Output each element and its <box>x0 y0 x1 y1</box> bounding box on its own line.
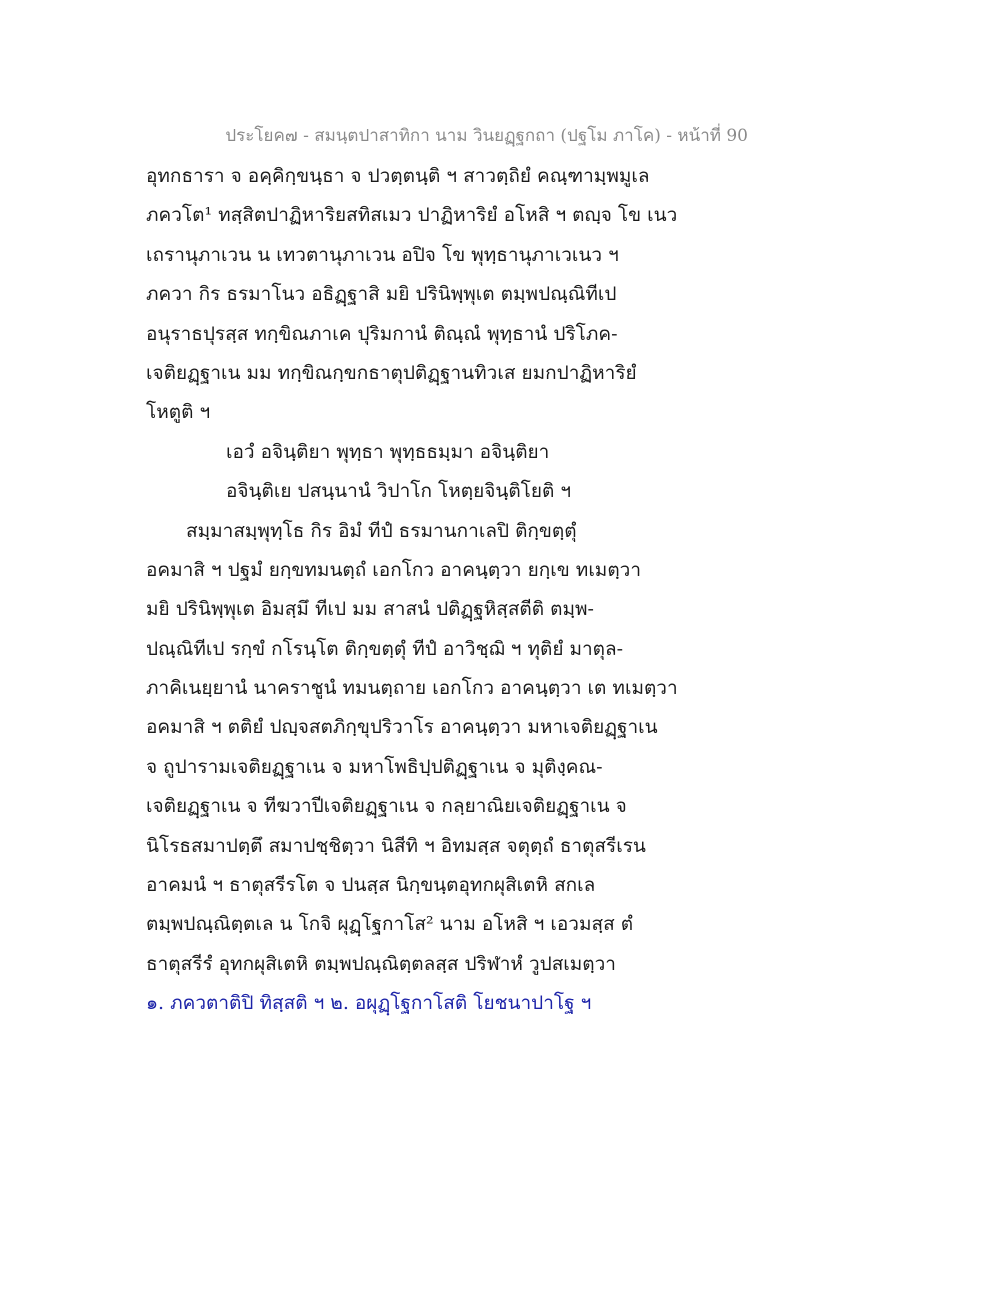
text-line: มยิ ปรินิพฺพุเต อิมสฺมึ ทีเป มม สาสนํ ปติฏฺฐหิสฺสตีติ ตมฺพ- <box>146 598 594 621</box>
body-text <box>146 157 726 1024</box>
paragraph-first-line: สมฺมาสมฺพุทฺโธ กิร อิมํ ทีปํ ธรมานกาเลปิ ติกฺขตฺตุํ <box>186 519 577 542</box>
text-line: อคมาสิ ฯ ตติยํ ปญฺจสตภิกฺขุปริวาโร อาคนฺตฺวา มหาเจติยฏฺฐาเน <box>146 716 658 739</box>
text-line: ปณฺณิทีเป รกฺขํ กโรนฺโต ติกฺขตฺตุํ ทีปํ อาวิชฺฌิ ฯ ทุติยํ มาตุล- <box>146 637 624 660</box>
text-line: โหตูติ ฯ <box>146 401 211 424</box>
text-line: อุทกธารา จ อคฺคิกฺขนฺธา จ ปวตฺตนฺติ ฯ สาวตฺถิยํ คณฺฑามฺพมูเล <box>146 165 650 187</box>
verse-line: เอวํ อจินฺติยา พุทฺธา พุทฺธธมฺมา อจินฺติยา <box>226 440 550 463</box>
text-line: จ ถูปารามเจติยฏฺฐาเน จ มหาโพธิปฺปติฏฺฐาเน จ มุติงฺคณ- <box>146 755 603 778</box>
verse-line: อจินฺติเย ปสนฺนานํ วิปาโก โหตฺยจินฺติโยติ ฯ <box>226 480 572 503</box>
text-line: เถรานุภาเวน น เทวตานุภาเวน อปิจ โข พุทฺธานุภาเวเนว ฯ <box>146 243 619 266</box>
text-line: ภควา กิร ธรมาโนว อธิฏฺฐาสิ มยิ ปรินิพฺพุเต ตมฺพปณฺณิทีเป <box>146 283 617 306</box>
text-line: ตมฺพปณฺณิตฺตเล น โกจิ ผุฏฺโฐกาโส² นาม อโหสิ ฯ เอวมสฺส ตํ <box>146 913 634 936</box>
text-line: อนุราธปุรสฺส ทกฺขิณภาเค ปุริมกานํ ติณฺณํ พุทฺธานํ ปริโภค- <box>146 322 618 345</box>
text-line: ธาตุสรีรํ อุทกผุสิเตหิ ตมฺพปณฺณิตฺตลสฺส ปริฬาหํ วูปสเมตฺวา <box>146 952 616 975</box>
text-line: อาคมนํ ฯ ธาตุสรีรโต จ ปนสฺส นิกฺขนฺตอุทกผุสิเตหิ สกเล <box>146 874 596 897</box>
text-line: อคมาสิ ฯ ปฐมํ ยกฺขทมนตฺถํ เอกโกว อาคนฺตฺวา ยกฺเข ทเมตฺวา <box>146 558 642 581</box>
text-line: นิโรธสมาปตฺตึ สมาปชฺชิตฺวา นิสีทิ ฯ อิทมสฺส จตุตฺถํ ธาตุสรีเรน <box>146 834 646 857</box>
text-line: ภาคิเนยฺยานํ นาคราชูนํ ทมนตฺถาย เอกโกว อาคนฺตฺวา เต ทเมตฺวา <box>146 677 678 700</box>
running-header: ประโยค๗ - สมนฺตปาสาทิกา นาม วินยฏฺฐกถา (ปฐโม ภาโค) - หน้าที่ 90 <box>225 126 748 146</box>
text-line: ภควโต¹ ทสฺสิตปาฏิหาริยสทิสเมว ปาฏิหาริยํ อโหสิ ฯ ตญฺจ โข เนว <box>146 204 678 227</box>
footnotes: ๑. ภควตาติปิ ทิสฺสติ ฯ ๒. อผุฏฺโฐกาโสติ โยชนาปาโฐ ฯ <box>146 992 592 1015</box>
text-line: เจติยฏฺฐาเน จ ทีฆวาปีเจติยฏฺฐาเน จ กลฺยาณิยเจติยฏฺฐาเน จ <box>146 795 627 818</box>
text-line: เจติยฏฺฐาเน มม ทกฺขิณกฺขกธาตุปติฏฺฐานทิวเส ยมกปาฏิหาริยํ <box>146 361 637 384</box>
